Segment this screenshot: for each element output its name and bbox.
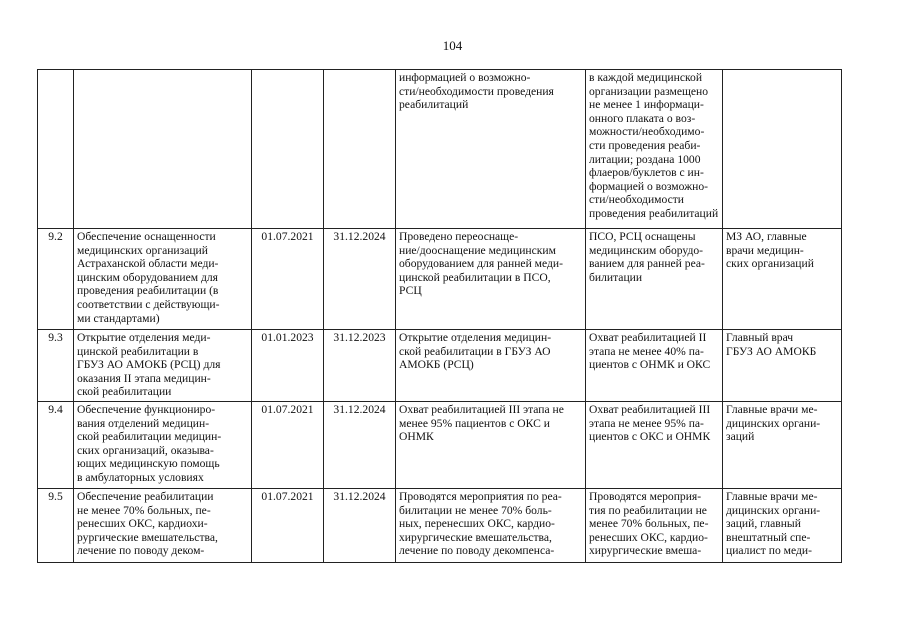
row-number: [38, 70, 74, 229]
end-date-cell: [324, 70, 396, 229]
table-row-9-4: [38, 402, 842, 489]
page-number: 104: [442, 38, 463, 53]
action-cell: Обеспечение оснащенности медицинских организаций Астраханской области меди- цинским оборудованием для проведения реабилитации (в соответствии с действующи- ми стандартами): [74, 229, 252, 330]
action-cell: Обеспечение реабилитации не менее 70% больных, пе- ренесших ОКС, кардиохи- рургические вмешательства, лечение по поводу деком-: [74, 489, 252, 563]
row-number: 9.4: [38, 402, 74, 489]
result-cell: Охват реабилитацией III этапа не менее 95% пациентов с ОКС и ОНМК: [396, 402, 586, 489]
start-date-cell: 01.07.2021: [252, 229, 324, 330]
row-number: 9.5: [38, 489, 74, 563]
table-row-9-2: [38, 229, 842, 330]
end-date-cell: 31.12.2023: [324, 330, 396, 402]
indicator-cell: Проводятся мероприя- тия по реабилитации не менее 70% больных, пе- ренесших ОКС, кардио- хирургические вмеша-: [586, 489, 723, 563]
responsible-cell: [723, 70, 842, 229]
start-date-cell: 01.01.2023: [252, 330, 324, 402]
row-number: 9.3: [38, 330, 74, 402]
plan-table: [37, 69, 842, 563]
action-cell: Открытие отделения меди- цинской реабилитации в ГБУЗ АО АМОКБ (РСЦ) для оказания II этапа медицин- ской реабилитации: [74, 330, 252, 402]
indicator-cell: Охват реабилитацией II этапа не менее 40% па- циентов с ОНМК и ОКС: [586, 330, 723, 402]
end-date-cell: 31.12.2024: [324, 229, 396, 330]
action-cell: [74, 70, 252, 229]
action-cell: Обеспечение функциониро- вания отделений медицин- ской реабилитации медицин- ских организаций, оказыва- ющих медицинскую помощь в амбулаторных условиях: [74, 402, 252, 489]
indicator-cell: Охват реабилитацией III этапа не менее 95% па- циентов с ОКС и ОНМК: [586, 402, 723, 489]
row-number: 9.2: [38, 229, 74, 330]
result-cell: информацией о возможно- сти/необходимости проведения реабилитаций: [396, 70, 586, 229]
end-date-cell: 31.12.2024: [324, 402, 396, 489]
table-row-continuation: [38, 70, 842, 229]
responsible-cell: МЗ АО, главные врачи медицин- ских организаций: [723, 229, 842, 330]
end-date-cell: 31.12.2024: [324, 489, 396, 563]
table-row-9-5: [38, 489, 842, 563]
start-date-cell: 01.07.2021: [252, 402, 324, 489]
responsible-cell: Главные врачи ме- дицинских органи- заций, главный внештатный спе- циалист по меди-: [723, 489, 842, 563]
table-row-9-3: [38, 330, 842, 402]
result-cell: Проведено переоснаще- ние/дооснащение медицинским оборудованием для ранней меди- цинской реабилитации в ПСО, РСЦ: [396, 229, 586, 330]
responsible-cell: Главный врач ГБУЗ АО АМОКБ: [723, 330, 842, 402]
result-cell: Открытие отделения медицин- ской реабилитации в ГБУЗ АО АМОКБ (РСЦ): [396, 330, 586, 402]
responsible-cell: Главные врачи ме- дицинских органи- заций: [723, 402, 842, 489]
start-date-cell: 01.07.2021: [252, 489, 324, 563]
start-date-cell: [252, 70, 324, 229]
indicator-cell: ПСО, РСЦ оснащены медицинским оборудо- ванием для ранней реа- билитации: [586, 229, 723, 330]
result-cell: Проводятся мероприятия по реа- билитации не менее 70% боль- ных, перенесших ОКС, кардио- хирургические вмешательства, лечение по поводу декомпенса-: [396, 489, 586, 563]
indicator-cell: в каждой медицинской организации размещено не менее 1 информаци- онного плаката о воз- можности/необходимо- сти проведения реаби- литации; роздана 1000 флаеров/буклетов с ин- формацией о возможно- сти/необходимости проведения реабилитаций: [586, 70, 723, 229]
